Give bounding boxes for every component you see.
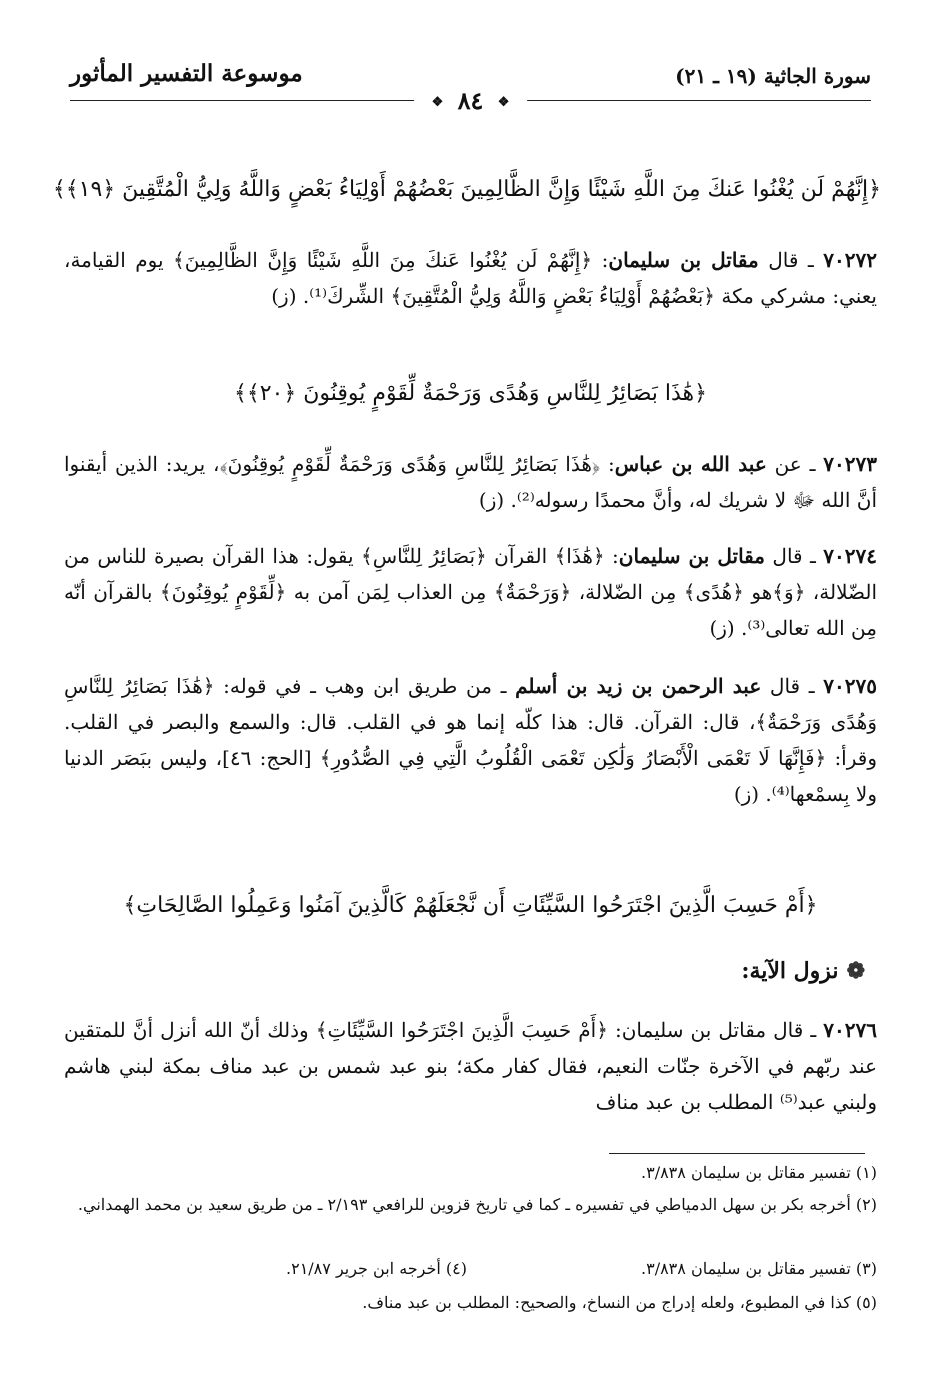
ornament-icon: ❖ bbox=[431, 95, 444, 110]
entry-separator: ـ bbox=[801, 452, 824, 476]
entry-separator: ـ bbox=[800, 674, 824, 698]
entry-intro: قال bbox=[761, 674, 801, 698]
page-header bbox=[70, 56, 871, 114]
entry-text: : ﴿إِنَّهُمْ لَن يُغْنُوا عَنكَ مِنَ اللَّهِ شَيْئًا وَإِنَّ الظَّالِمِينَ﴾ يوم القيامة، يعني: مشركي مكة ﴿بَعْضُهُمْ أَوْلِيَاءُ بَعْضٍ وَاللَّهُ وَلِيُّ الْمُتَّقِينَ﴾ الشِّركَ⁽¹⁾. (ز) bbox=[64, 248, 877, 308]
entry-text: : ﴿هَٰذَا بَصَائِرُ لِلنَّاسِ وَهُدًى وَرَحْمَةٌ لِّقَوْمٍ يُوقِنُونَ﴾، يريد: الذين أيقنوا أنَّ الله ﷻ لا شريك له، وأنَّ محمدًا رسوله⁽²⁾. (ز) bbox=[64, 452, 877, 512]
entry-text: : ﴿هَٰذَا﴾ القرآن ﴿بَصَائِرُ لِلنَّاسِ﴾ يقول: هذا القرآن بصيرة للناس من الضّلالة، ﴿وَ﴾هو ﴿هُدًى﴾ مِن الضّلالة، ﴿وَرَحْمَةٌ﴾ مِن العذاب لِمَن آمن به ﴿لِّقَوْمٍ يُوقِنُونَ﴾ بالقرآن أنّه مِن الله تعالى⁽³⁾. (ز) bbox=[64, 544, 877, 640]
entry-text: ـ من طريق ابن وهب ـ في قوله: ﴿هَٰذَا بَصَائِرُ لِلنَّاسِ وَهُدًى وَرَحْمَةٌ﴾، قال: القرآن. قال: هذا كلّه إنما هو في القلب. قال: والسمع والبصر في القلب. وقرأ: ﴿فَإِنَّهَا لَا تَعْمَى الْأَبْصَارُ وَلَٰكِن تَعْمَى الْقُلُوبُ الَّتِي فِي الصُّدُورِ﴾ [الحج: ٤٦]، وليس ببَصَر الدنيا ولا بِسمْعها⁽⁴⁾. (ز) bbox=[64, 674, 878, 806]
entry-number: ٧٠٢٧٣ bbox=[823, 452, 877, 476]
flower-ornament-icon: ❁ bbox=[846, 958, 865, 984]
entry-intro: قال bbox=[765, 544, 803, 568]
entry-text: قال مقاتل بن سليمان: ﴿أَمْ حَسِبَ الَّذِينَ اجْتَرَحُوا السَّيِّئَاتِ﴾ وذلك أنّ الله أنزل أنَّ للمتقين عند ربّهم في الآخرة جنّات النعيم، فقال كفار مكة؛ بنو عبد شمس بن عبد مناف بمكة لبني هاشم ولبني عبد⁽⁵⁾ المطلب بن عبد مناف bbox=[64, 1018, 878, 1114]
quran-verse: ﴿هَٰذَا بَصَائِرُ لِلنَّاسِ وَهُدًى وَرَحْمَةٌ لِّقَوْمٍ يُوقِنُونَ ﴿٢٠﴾﴾ bbox=[233, 381, 708, 406]
entry-separator: ـ bbox=[803, 1018, 824, 1042]
narration-entry bbox=[64, 1012, 877, 1120]
footnote-rule bbox=[609, 1153, 865, 1154]
footnote: (٥) كذا في المطبوع، ولعله إدراج من النساخ، والصحيح: المطلب بن عبد مناف. bbox=[362, 1293, 877, 1312]
page-number: ٨٤ bbox=[457, 86, 484, 115]
entry-intro: قال bbox=[758, 248, 799, 272]
book-title: موسوعة التفسير المأثور bbox=[70, 60, 303, 87]
page-number-group bbox=[414, 86, 528, 115]
footnote: (١) تفسير مقاتل بن سليمان ٣/٨٣٨. bbox=[641, 1163, 877, 1182]
section-title bbox=[741, 958, 865, 984]
footnote: (٤) أخرجه ابن جرير ٢١/٨٧. bbox=[286, 1259, 467, 1278]
narration-entry bbox=[64, 242, 877, 314]
entry-intro: عن bbox=[766, 452, 802, 476]
narrator-name: عبد الرحمن بن زيد بن أسلم bbox=[515, 674, 762, 698]
entry-separator: ـ bbox=[798, 248, 824, 272]
footnote-pair bbox=[64, 1256, 877, 1282]
narrator-name: مقاتل بن سليمان bbox=[618, 544, 765, 568]
narration-entry bbox=[64, 538, 877, 646]
quran-verse: ﴿أَمْ حَسِبَ الَّذِينَ اجْتَرَحُوا السَّيِّئَاتِ أَن نَّجْعَلَهُمْ كَالَّذِينَ آمَنُوا وَعَمِلُوا الصَّالِحَاتِ﴾ bbox=[123, 893, 818, 918]
quran-verse: ﴿إِنَّهُمْ لَن يُغْنُوا عَنكَ مِنَ اللَّهِ شَيْئًا وَإِنَّ الظَّالِمِينَ بَعْضُهُمْ أَوْلِيَاءُ بَعْضٍ وَاللَّهُ وَلِيُّ الْمُتَّقِينَ ﴿١٩﴾﴾ bbox=[52, 177, 881, 202]
narration-entry bbox=[64, 668, 877, 812]
narration-entry bbox=[64, 446, 877, 518]
entry-number: ٧٠٢٧٢ bbox=[823, 248, 877, 272]
entry-number: ٧٠٢٧٤ bbox=[823, 544, 877, 568]
entry-number: ٧٠٢٧٦ bbox=[823, 1018, 878, 1042]
footnote: (٣) تفسير مقاتل بن سليمان ٣/٨٣٨. bbox=[641, 1259, 877, 1278]
section-title-text: نزول الآية: bbox=[741, 958, 839, 984]
narrator-name: عبد الله بن عباس bbox=[614, 452, 767, 476]
surah-title: سورة الجاثية (١٩ ـ ٢١) bbox=[675, 64, 871, 88]
entry-separator: ـ bbox=[802, 544, 824, 568]
narrator-name: مقاتل بن سليمان bbox=[608, 248, 759, 272]
ornament-icon: ❖ bbox=[497, 95, 510, 110]
footnote: (٢) أخرجه بكر بن سهل الدمياطي في تفسيره ـ كما في تاريخ قزوين للرافعي ٢/١٩٣ ـ من طريق سعيد بن محمد الهمداني. bbox=[77, 1195, 877, 1214]
entry-number: ٧٠٢٧٥ bbox=[823, 674, 877, 698]
